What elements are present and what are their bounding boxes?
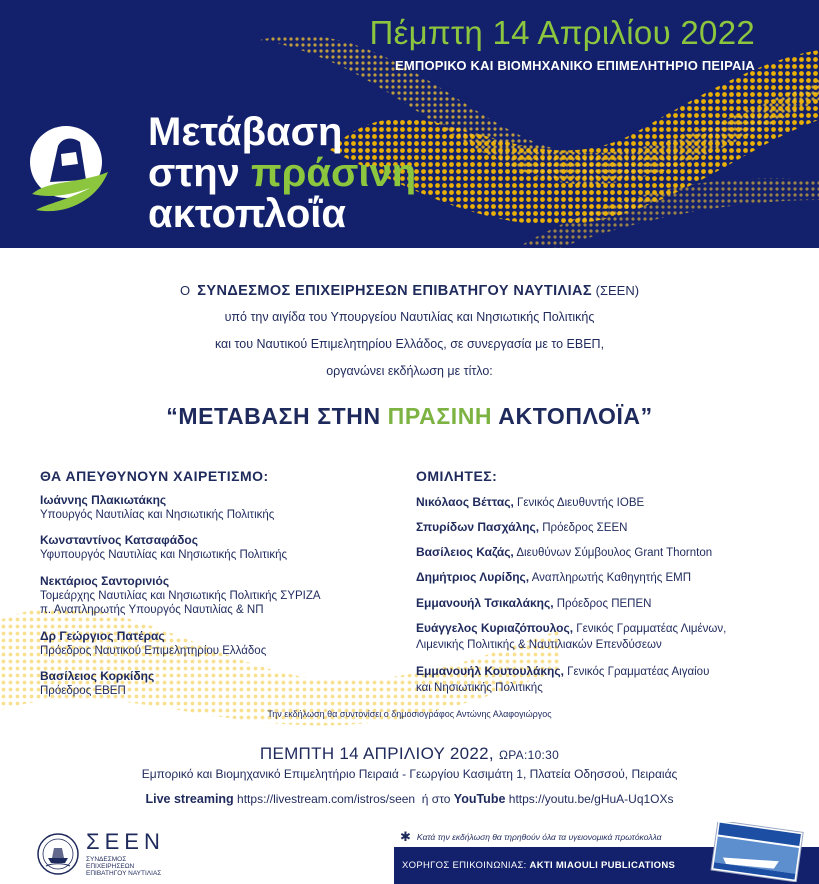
speaker-item bbox=[416, 494, 796, 511]
intro-line-2: υπό την αιγίδα του Υπουργείου Ναυτιλίας και Νησιωτικής Πολιτικής bbox=[224, 310, 595, 324]
magazine-cover-icon bbox=[700, 822, 812, 882]
event-venue: Εμπορικό και Βιομηχανικό Επιμελητήριο Πειραιά - Γεωργίου Κασιμάτη 1, Πλατεία Οδησσού, Πειραιάς bbox=[141, 767, 678, 781]
seen-logo-wordmark: ΣΕΕΝ bbox=[86, 829, 165, 854]
event-date: ΠΕΜΠΤΗ 14 ΑΠΡΙΛΙΟΥ 2022, bbox=[259, 744, 494, 763]
speaker-item bbox=[416, 595, 796, 612]
speaker-role-secondary: και Νησιωτικής Πολιτικής bbox=[416, 682, 543, 694]
greeter-name: Ιωάννης Πλακιωτάκης bbox=[40, 493, 167, 507]
live-streaming-label: Live streaming bbox=[145, 792, 234, 806]
speaker-name: Βασίλειος Καζάς, bbox=[416, 545, 514, 559]
speaker-role: Πρόεδρος ΣΕΕΝ bbox=[542, 522, 628, 534]
greeter-name: Δρ Γεώργιος Πατέρας bbox=[40, 629, 165, 643]
title-line-1: Μετάβαση bbox=[148, 110, 343, 154]
sponsor-text bbox=[402, 860, 675, 871]
greeter-item bbox=[40, 629, 370, 658]
speaker-role: Γενικός Γραμματέας Αιγαίου bbox=[567, 666, 710, 678]
greeter-role: Πρόεδρος ΕΒΕΠ bbox=[40, 685, 126, 697]
speakers-heading: ΟΜΙΛΗΤΕΣ: bbox=[416, 468, 498, 484]
greeter-role: Πρόεδρος Ναυτικού Επιμελητηρίου Ελλάδος bbox=[40, 645, 267, 657]
speaker-role: Γενικός Διευθυντής ΙΟΒΕ bbox=[517, 497, 645, 509]
intro-line-3: και του Ναυτικού Επιμελητηρίου Ελλάδος, σε συνεργασία με το ΕΒΕΠ, bbox=[214, 337, 605, 351]
moderator-note: Την εκδήλωση θα συντονίσει ο δημοσιογράφος Αντώνης Αλαφογιώργος bbox=[267, 709, 552, 719]
streaming-line bbox=[0, 792, 819, 806]
ship-logo-icon bbox=[28, 124, 112, 226]
sponsor-label: ΧΟΡΗΓΟΣ ΕΠΙΚΟΙΝΩΝΙΑΣ: bbox=[402, 860, 527, 871]
speaker-item bbox=[416, 519, 796, 536]
speaker-role: Γενικός Γραμματέας Λιμένων, bbox=[576, 623, 727, 635]
event-title bbox=[0, 403, 819, 430]
asterisk-icon: ✱ bbox=[400, 829, 411, 844]
greeter-name: Νεκτάριος Σαντορινιός bbox=[40, 574, 170, 588]
sponsor-name: AKTI MIAOULI PUBLICATIONS bbox=[529, 860, 676, 871]
speaker-item bbox=[416, 620, 796, 653]
youtube-label: YouTube bbox=[453, 792, 506, 806]
greeter-item bbox=[40, 574, 370, 617]
greeter-role-secondary: π. Αναπληρωτής Υπουργός Ναυτιλίας & ΝΠ bbox=[40, 604, 264, 616]
greeter-role: Υφυπουργός Ναυτιλίας και Νησιωτικής Πολιτικής bbox=[40, 549, 288, 561]
greeter-name: Βασίλειος Κορκίδης bbox=[40, 669, 155, 683]
title-line-2-white: στην bbox=[148, 151, 240, 195]
speaker-name: Δημήτριος Λυρίδης, bbox=[416, 570, 530, 584]
header-chamber: ΕΜΠΟΡΙΚΟ ΚΑΙ ΒΙΟΜΗΧΑΝΙΚΟ ΕΠΙΜΕΛΗΤΗΡΙΟ ΠΕΙΡΑΙΑ bbox=[394, 58, 755, 73]
title-line-2-green: πράσινη bbox=[251, 151, 417, 195]
event-title-part-2: ΠΡΑΣΙΝΗ bbox=[387, 403, 493, 429]
title-line-3: ακτοπλοΐα bbox=[148, 192, 346, 236]
greetings-heading: ΘΑ ΑΠΕΥΘΥΝΟΥΝ ΧΑΙΡΕΤΙΣΜΟ: bbox=[40, 468, 269, 484]
speaker-role: Διευθύνων Σύμβουλος Grant Thornton bbox=[516, 547, 713, 559]
speaker-item bbox=[416, 544, 796, 561]
greeter-item bbox=[40, 493, 370, 522]
banner-title bbox=[148, 112, 416, 235]
livestream-link[interactable]: https://livestream.com/istros/seen bbox=[237, 792, 416, 806]
greeter-item bbox=[40, 533, 370, 562]
greeter-role: Τομεάρχης Ναυτιλίας και Νησιωτικής Πολιτικής ΣΥΡΙΖΑ bbox=[40, 590, 321, 602]
header-banner bbox=[0, 0, 819, 248]
speaker-role-secondary: Λιμενικής Πολιτικής & Ναυτιλιακών Επενδύσεων bbox=[416, 639, 662, 651]
protocol-text: Κατά την εκδήλωση θα τηρηθούν όλα τα υγειονομικά πρωτόκολλα bbox=[416, 832, 662, 842]
event-title-part-3: ΑΚΤΟΠΛΟΪΑ” bbox=[492, 403, 653, 429]
organizer-name: ΣΥΝΔΕΣΜΟΣ ΕΠΙΧΕΙΡΗΣΕΩΝ ΕΠΙΒΑΤΗΓΟΥ ΝΑΥΤΙΛΙΑΣ bbox=[197, 283, 592, 299]
greeter-role: Υπουργός Ναυτιλίας και Νησιωτικής Πολιτικής bbox=[40, 509, 275, 521]
speaker-name: Εμμανουήλ Τσικαλάκης, bbox=[416, 596, 554, 610]
or-text: ή στο bbox=[421, 792, 451, 806]
intro-prefix: Ο bbox=[179, 283, 191, 298]
speaker-item bbox=[416, 663, 796, 696]
event-title-part-1: “ΜΕΤΑΒΑΣΗ ΣΤΗΝ bbox=[166, 403, 388, 429]
header-date: Πέμπτη 14 Απριλίου 2022 bbox=[369, 14, 755, 51]
organizer-acronym: (ΣΕΕΝ) bbox=[595, 283, 640, 298]
speaker-role: Πρόεδρος ΠΕΠΕΝ bbox=[556, 598, 652, 610]
speaker-name: Σπυρίδων Πασχάλης, bbox=[416, 520, 540, 534]
greeter-item bbox=[40, 669, 370, 698]
event-datetime bbox=[0, 744, 819, 764]
health-protocol-note bbox=[400, 829, 662, 845]
intro-line-1 bbox=[0, 283, 819, 299]
greeter-name: Κωνσταντίνος Κατσαφάδος bbox=[40, 533, 198, 547]
event-time: ΩΡΑ:10:30 bbox=[498, 748, 560, 762]
intro-line-4: οργανώνει εκδήλωση με τίτλο: bbox=[326, 364, 493, 378]
title-line-2 bbox=[148, 153, 416, 194]
speaker-role: Αναπληρωτής Καθηγητής ΕΜΠ bbox=[531, 572, 692, 584]
speaker-name: Ευάγγελος Κυριαζόπουλος, bbox=[416, 621, 574, 635]
speaker-name: Νικόλαος Βέττας, bbox=[416, 495, 514, 509]
speaker-item bbox=[416, 569, 796, 586]
seen-logo-subtitle: ΣΥΝΔΕΣΜΟΣ ΕΠΙΧΕΙΡΗΣΕΩΝ ΕΠΙΒΑΤΗΓΟΥ ΝΑΥΤΙΛΙΑΣ bbox=[86, 856, 162, 877]
speaker-name: Εμμανουήλ Κουτουλάκης, bbox=[416, 664, 564, 678]
youtube-link[interactable]: https://youtu.be/gHuA-Uq1OXs bbox=[508, 792, 674, 806]
